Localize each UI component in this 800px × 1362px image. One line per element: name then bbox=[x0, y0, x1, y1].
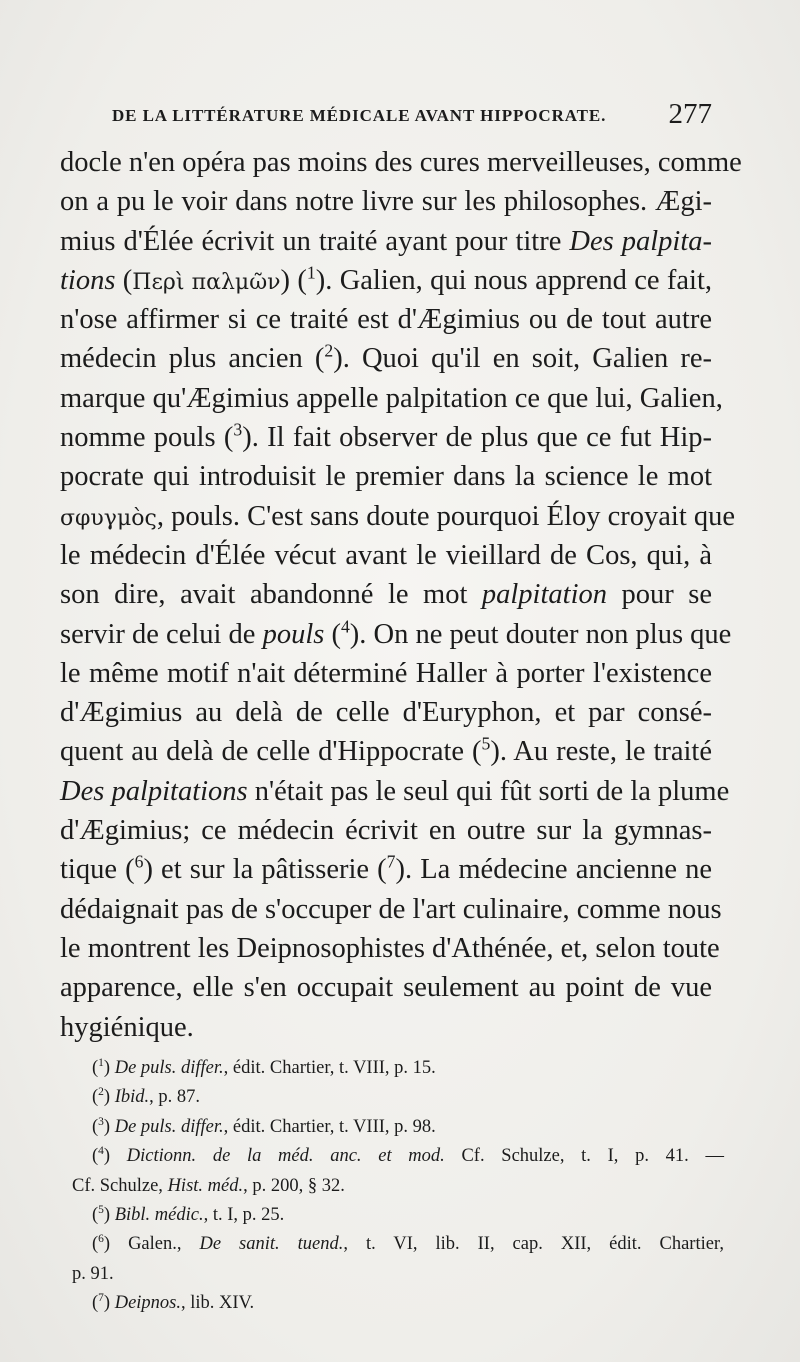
footnotes bbox=[72, 1054, 724, 1319]
text-line: quent au delà de celle d'Hippocrate ($^5$). Au reste, le traité bbox=[60, 733, 712, 768]
running-title: DE LA LITTÉRATURE MÉDICALE AVANT HIPPOCRATE. bbox=[112, 106, 607, 125]
footnote-ref: 3 bbox=[233, 419, 243, 440]
footnote-ref: 2 bbox=[324, 340, 334, 361]
footnote-ref: 4 bbox=[340, 616, 350, 637]
text-line: marque qu'Ægimius appelle palpitation ce que lui, Galien, bbox=[60, 382, 723, 414]
footnote-continuation: Cf. Schulze, Hist. méd., p. 200, § 32. bbox=[72, 1175, 345, 1196]
text-line: son dire, avait abandonné le mot palpitation pour se bbox=[60, 579, 713, 611]
text-line: pocrate qui introduisit le premier dans la science le mot bbox=[60, 461, 712, 493]
footnote: ($^3$) De puls. differ., édit. Chartier, t. VIII, p. 98. bbox=[92, 1115, 436, 1137]
footnote-ref: 1 bbox=[306, 262, 316, 283]
text-line: on a pu le voir dans notre livre sur les philosophes. Ægi- bbox=[60, 186, 712, 218]
text-line: hygiénique. bbox=[60, 1011, 194, 1043]
text-line: servir de celui de pouls ($^4$). On ne peut douter non plus que bbox=[60, 616, 732, 650]
footnote-continuation: p. 91. bbox=[72, 1263, 114, 1284]
footnote: ($^4$) Dictionn. de la méd. anc. et mod. Cf. Schulze, t. I, p. 41. — bbox=[92, 1145, 724, 1167]
text-line: σφυγμὸς, pouls. C'est sans doute pourquoi Éloy croyait que bbox=[60, 500, 736, 532]
greek-word: σφυγμὸς bbox=[60, 505, 157, 531]
footnote: ($^6$) Galen., De sanit. tuend., t. VI, lib. II, cap. XII, édit. Chartier, bbox=[92, 1233, 724, 1255]
text-line: mius d'Élée écrivit un traité ayant pour titre Des palpita- bbox=[60, 225, 712, 257]
text-line: le même motif n'ait déterminé Haller à porter l'existence bbox=[60, 657, 712, 689]
footnote: ($^1$) De puls. differ., édit. Chartier, t. VIII, p. 15. bbox=[92, 1056, 436, 1078]
text-line: le montrent les Deipnosophistes d'Athénée, et, selon toute bbox=[60, 932, 720, 964]
footnote: ($^7$) Deipnos., lib. XIV. bbox=[92, 1291, 255, 1314]
text-line: d'Ægimius au delà de celle d'Euryphon, et par consé- bbox=[60, 697, 712, 729]
text-line: apparence, elle s'en occupait seulement au point de vue bbox=[60, 972, 712, 1004]
footnote-ref: 5 bbox=[481, 733, 491, 754]
text-line: médecin plus ancien ($^2$). Quoi qu'il en soit, Galien re- bbox=[60, 340, 713, 375]
text-line: tique ($^6$) et sur la pâtisserie ($^7$). La médecine ancienne ne bbox=[60, 851, 712, 886]
footnote-ref: 6 bbox=[134, 851, 144, 872]
text-line: dédaignait pas de s'occuper de l'art culinaire, comme nous bbox=[60, 893, 722, 925]
text-line: docle n'en opéra pas moins des cures merveilleuses, comme bbox=[60, 147, 742, 178]
footnote: ($^2$) Ibid., p. 87. bbox=[92, 1086, 201, 1108]
text-line: n'ose affirmer si ce traité est d'Ægimius ou de tout autre bbox=[60, 304, 712, 336]
body-text bbox=[60, 143, 742, 1047]
footnote-ref: 7 bbox=[386, 851, 396, 872]
page-number: 277 bbox=[668, 98, 712, 130]
text-line: tions (Περὶ παλμῶν) ($^1$). Galien, qui nous apprend ce fait, bbox=[60, 262, 713, 296]
text-line: d'Ægimius; ce médecin écrivit en outre sur la gymnas- bbox=[60, 815, 712, 847]
text-line: Des palpitations n'était pas le seul qui fût sorti de la plume bbox=[60, 775, 730, 807]
footnote: ($^5$) Bibl. médic., t. I, p. 25. bbox=[92, 1203, 285, 1225]
greek-title: Περὶ παλμῶν bbox=[132, 269, 281, 295]
text-line: le médecin d'Élée vécut avant le vieillard de Cos, qui, à bbox=[60, 539, 712, 571]
running-header bbox=[112, 98, 712, 138]
text-line: nomme pouls ($^3$). Il fait observer de plus que ce fut Hip- bbox=[60, 419, 712, 454]
